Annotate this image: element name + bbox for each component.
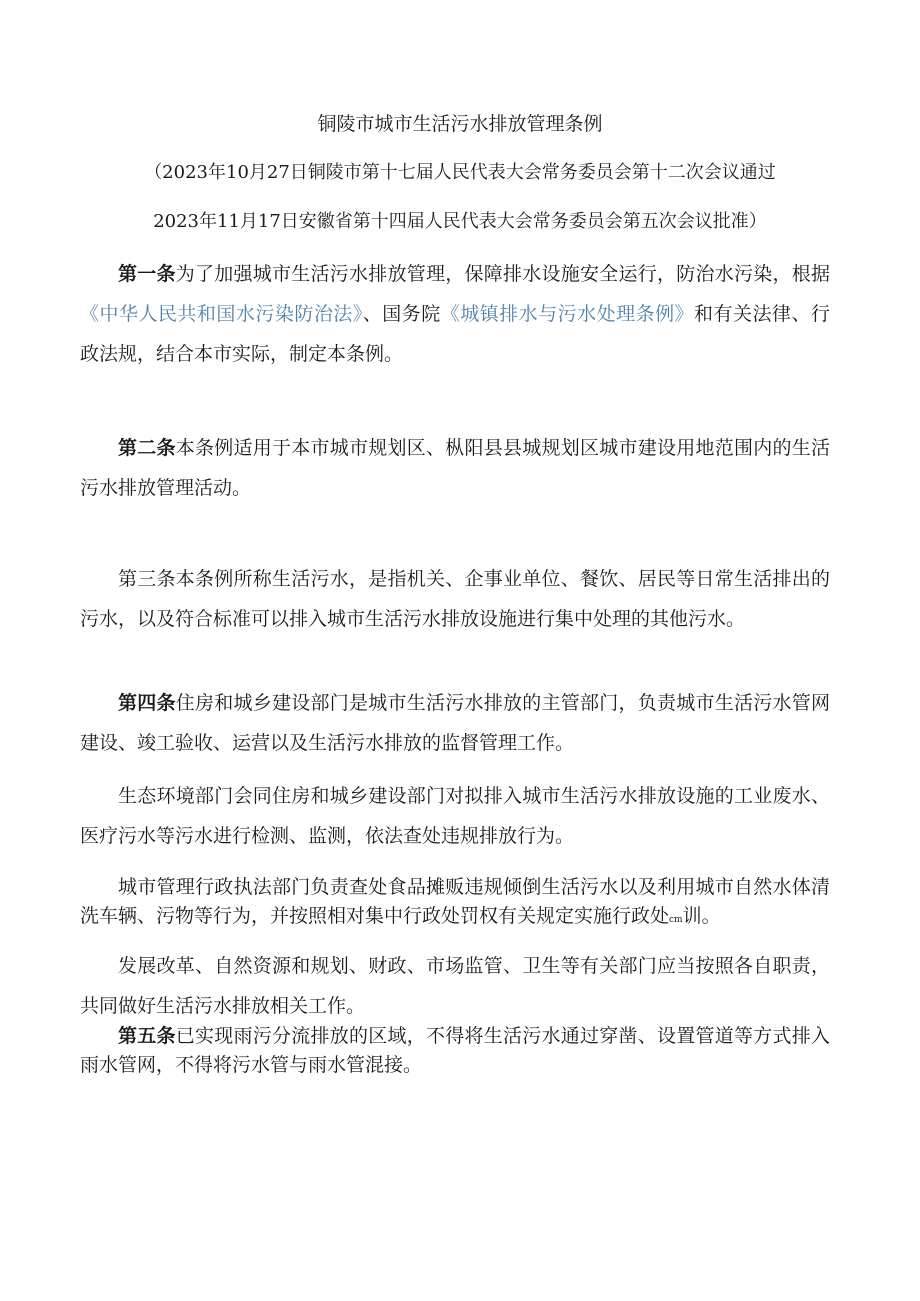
article-4-paragraph-3 (80, 873, 830, 935)
article-5-heading: 第五条 (118, 1025, 176, 1047)
article-4-text: 住房和城乡建设部门是城市生活污水排放的主管部门，负责城市生活污水管网建设、竣工验收、运营以及生活污水排放的监督管理工作。 (80, 692, 830, 754)
document-subtitle-line2: 2023年11月17日安徽省第十四届人民代表大会常务委员会第五次会议批准） (153, 211, 767, 232)
article-4-p3-text-b: 训。 (682, 905, 721, 927)
article-5-text: 已实现雨污分流排放的区域，不得将生活污水通过穿凿、设置管道等方式排入雨水管网，不得将污水管与雨水管混接。 (80, 1025, 830, 1076)
article-3-text: 第三条本条例所称生活污水，是指机关、企事业单位、餐饮、居民等日常生活排出的污水，以及符合标准可以排入城市生活污水排放设施进行集中处理的其他污水。 (80, 568, 830, 630)
law-link-water-pollution[interactable]: 《中华人民共和国水污染防治法》 (80, 303, 363, 325)
article-4-paragraph-4: 发展改革、自然资源和规划、财政、市场监管、卫生等有关部门应当按照各自职责，共同做好生活污水排放相关工作。 (80, 955, 830, 1017)
article-2 (80, 428, 830, 508)
article-1-text-a: 为了加强城市生活污水排放管理，保障排水设施安全运行，防治水污染，根据 (175, 263, 830, 285)
document-subtitle-line1: （2023年10月27日铜陵市第十七届人民代表大会常务委员会第十二次会议通过 (144, 162, 776, 183)
article-5 (80, 1022, 830, 1080)
article-2-heading: 第二条 (118, 437, 176, 459)
article-1-heading: 第一条 (118, 263, 176, 285)
article-3 (80, 559, 830, 639)
document-title: 铜陵市城市生活污水排放管理条例 (317, 113, 603, 135)
article-2-text: 本条例适用于本市城市规划区、枞阳县县城规划区城市建设用地范围内的生活污水排放管理活动。 (80, 437, 830, 499)
article-1-text-c: 和有关法律、行政法规，结合本市实际，制定本条例。 (80, 303, 830, 365)
article-4 (80, 683, 830, 763)
article-4-paragraph-2: 生态环境部门会同住房和城乡建设部门对拟排入城市生活污水排放设施的工业废水、医疗污水等污水进行检测、监测，依法查处违规排放行为。 (80, 785, 830, 847)
article-1 (80, 254, 830, 374)
article-4-p3-small: cm (669, 915, 683, 925)
article-4-heading: 第四条 (118, 692, 176, 714)
law-link-urban-drainage[interactable]: 《城镇排水与污水处理条例》 (440, 303, 695, 325)
article-1-text-b: 、国务院 (362, 303, 441, 325)
article-4-p3-text-a: 城市管理行政执法部门负责查处食品摊贩违规倾倒生活污水以及利用城市自然水体清洗车辆、污物等行为，并按照相对集中行政处罚权有关规定实施行政处 (80, 876, 830, 927)
